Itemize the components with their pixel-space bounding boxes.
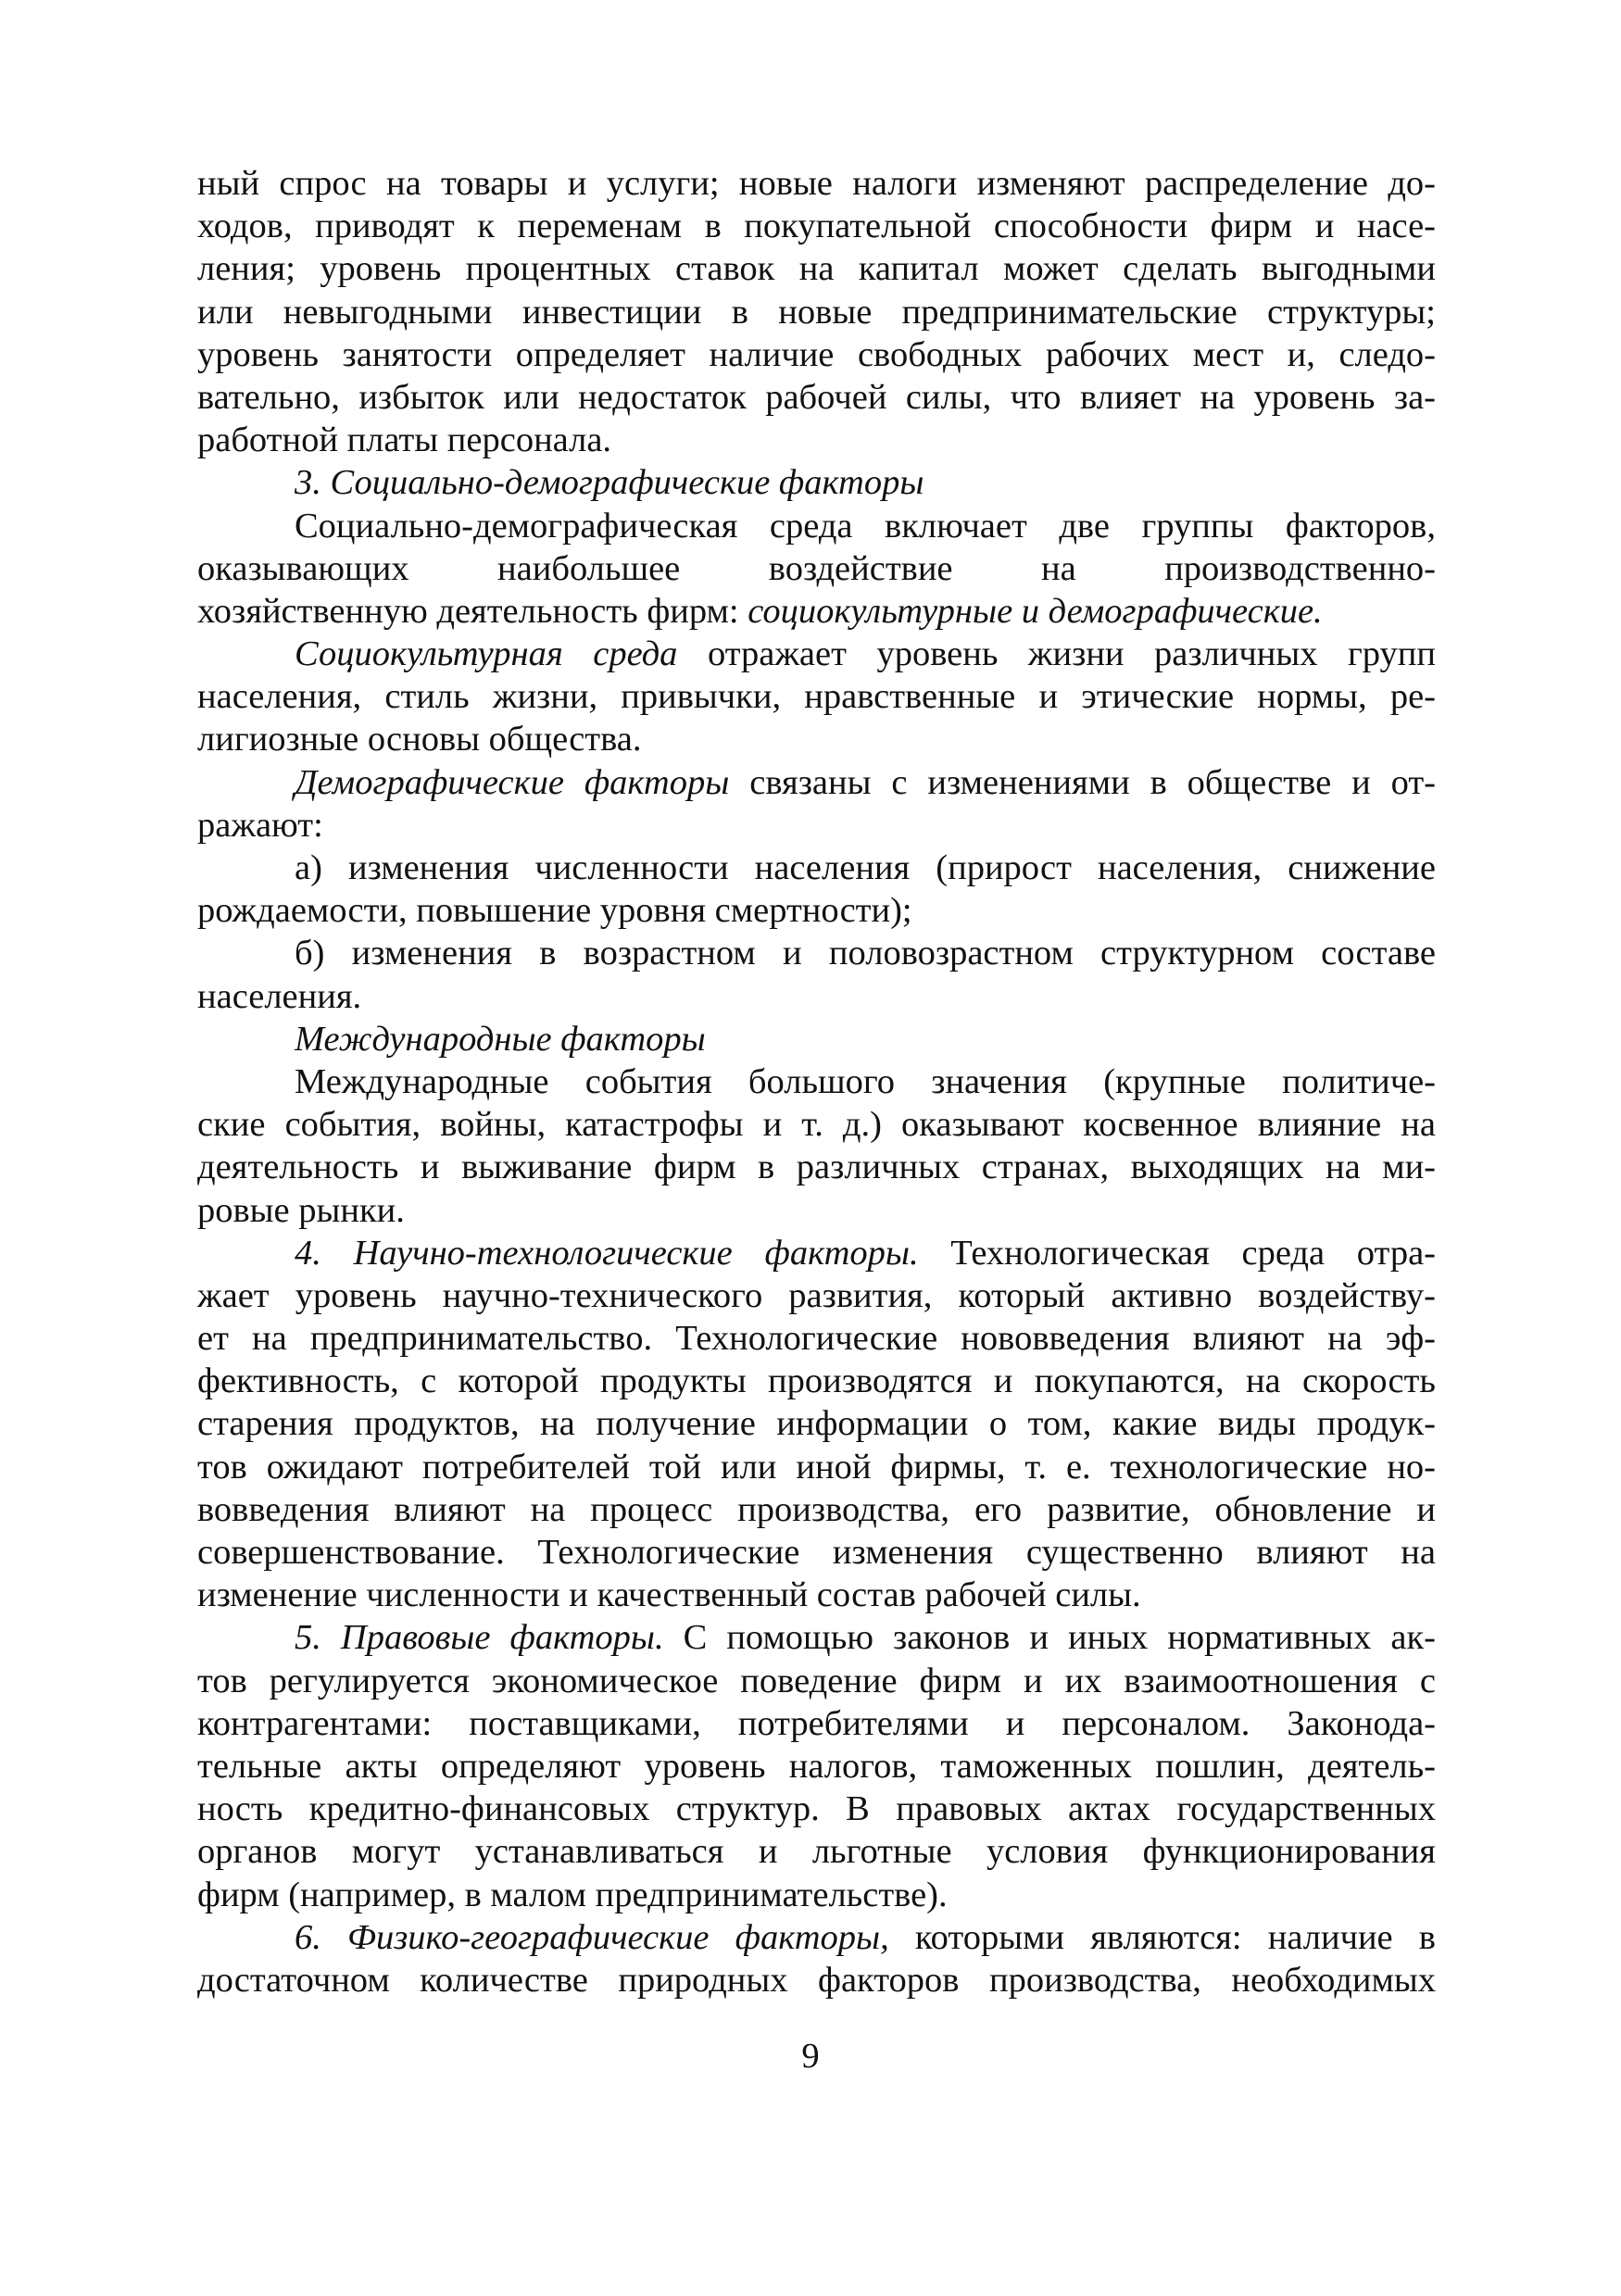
emphasis-text: 4. Научно-технологические факторы. <box>295 1233 919 1273</box>
text-line: ходов, приводят к переменам в покупательной способности фирм и насе- <box>197 207 1436 246</box>
text-line: или невыгодными инвестиции в новые предпринимательские структуры; <box>197 292 1436 332</box>
text-line: изменение численности и качественный состав рабочей силы. <box>197 1575 1141 1615</box>
text-line <box>197 1916 1436 1959</box>
text-line <box>197 633 1436 675</box>
text-line: ет на предпринимательство. Технологические нововведения влияют на эф- <box>197 1319 1436 1359</box>
text-line <box>197 1232 1436 1274</box>
text-line: фирм (например, в малом предпринимательстве). <box>197 1875 948 1914</box>
text-line: населения. <box>197 976 362 1016</box>
text-fragment: хозяйственную деятельность фирм: <box>197 591 748 631</box>
text-line: тов регулируется экономическое поведение фирм и их взаимоотношения с <box>197 1661 1436 1700</box>
text-line: тельные акты определяют уровень налогов, таможенных пошлин, деятель- <box>197 1746 1436 1786</box>
text-line: вательно, избыток или недостаток рабочей силы, что влияет на уровень за- <box>197 377 1436 417</box>
emphasis-text: социокультурные и демографические. <box>748 591 1323 631</box>
text-line <box>197 1616 1436 1659</box>
text-line: деятельность и выживание фирм в различных странах, выходящих на ми- <box>197 1148 1436 1187</box>
text-fragment: которыми являются: наличие в <box>888 1917 1436 1957</box>
section-heading-text: Международные факторы <box>295 1019 706 1059</box>
text-fragment: отражает уровень жизни различных групп <box>677 634 1436 674</box>
section-heading <box>197 461 1436 504</box>
text-line: ления; уровень процентных ставок на капитал может сделать выгодными <box>197 249 1436 289</box>
text-line: ражают: <box>197 805 323 845</box>
text-fragment: Технологическая среда отра- <box>918 1233 1436 1273</box>
text-line: совершенствование. Технологические изменения существенно влияют на <box>197 1533 1436 1572</box>
text-line: ный спрос на товары и услуги; новые налоги изменяют распределение до- <box>197 164 1436 203</box>
text-line: работной платы персонала. <box>197 420 612 460</box>
text-line: контрагентами: поставщиками, потребителями и персоналом. Законода- <box>197 1703 1436 1743</box>
text-line: жает уровень научно-технического развития, который активно воздейству- <box>197 1275 1436 1315</box>
text-line <box>197 761 1436 804</box>
text-line: рождаемости, повышение уровня смертности); <box>197 891 912 931</box>
list-item-a: а) изменения численности населения (прирост населения, снижение <box>295 848 1436 887</box>
emphasis-text: 5. Правовые факторы. <box>295 1618 664 1658</box>
text-line: органов могут устанавливаться и льготные условия функционирования <box>197 1832 1436 1872</box>
text-line: Международные события большого значения (крупные политиче- <box>295 1061 1436 1101</box>
emphasis-text: Социокультурная среда <box>295 634 678 674</box>
text-line: ровые рынки. <box>197 1190 405 1230</box>
text-line: населения, стиль жизни, привычки, нравственные и этические нормы, ре- <box>197 677 1436 717</box>
text-line: Социально-демографическая среда включает две группы факторов, <box>295 506 1436 546</box>
text-fragment: связаны с изменениями в обществе и от- <box>729 762 1436 802</box>
text-line: оказывающих наибольшее воздействие на производственно- <box>197 548 1436 588</box>
text-line: лигиозные основы общества. <box>197 720 642 759</box>
text-line: достаточном количестве природных факторов производства, необходимых <box>197 1960 1436 2000</box>
text-line: ность кредитно-финансовых структур. В правовых актах государственных <box>197 1789 1436 1829</box>
text-line: старения продуктов, на получение информации о том, какие виды продук- <box>197 1404 1436 1444</box>
text-line: тов ожидают потребителей той или иной фирмы, т. е. технологические но- <box>197 1447 1436 1487</box>
list-item-b: б) изменения в возрастном и половозрастном структурном составе <box>295 934 1436 973</box>
text-line: вовведения влияют на процесс производства, его развитие, обновление и <box>197 1489 1436 1529</box>
text-line: ские события, войны, катастрофы и т. д.) оказывают косвенное влияние на <box>197 1105 1436 1145</box>
text-line <box>197 590 1436 633</box>
section-heading <box>197 1018 1436 1060</box>
section-heading-text: 3. Социально-демографические факторы <box>295 463 924 503</box>
page-number: 9 <box>801 2037 820 2076</box>
text-fragment: С помощью законов и иных нормативных ак- <box>663 1618 1436 1658</box>
document-body <box>197 162 1436 2001</box>
emphasis-text: Демографические факторы <box>295 762 730 802</box>
emphasis-text: 6. Физико-географические факторы, <box>295 1917 889 1957</box>
text-line: уровень занятости определяет наличие свободных рабочих мест и, следо- <box>197 334 1436 374</box>
text-line: фективность, с которой продукты производятся и покупаются, на скорость <box>197 1361 1436 1401</box>
